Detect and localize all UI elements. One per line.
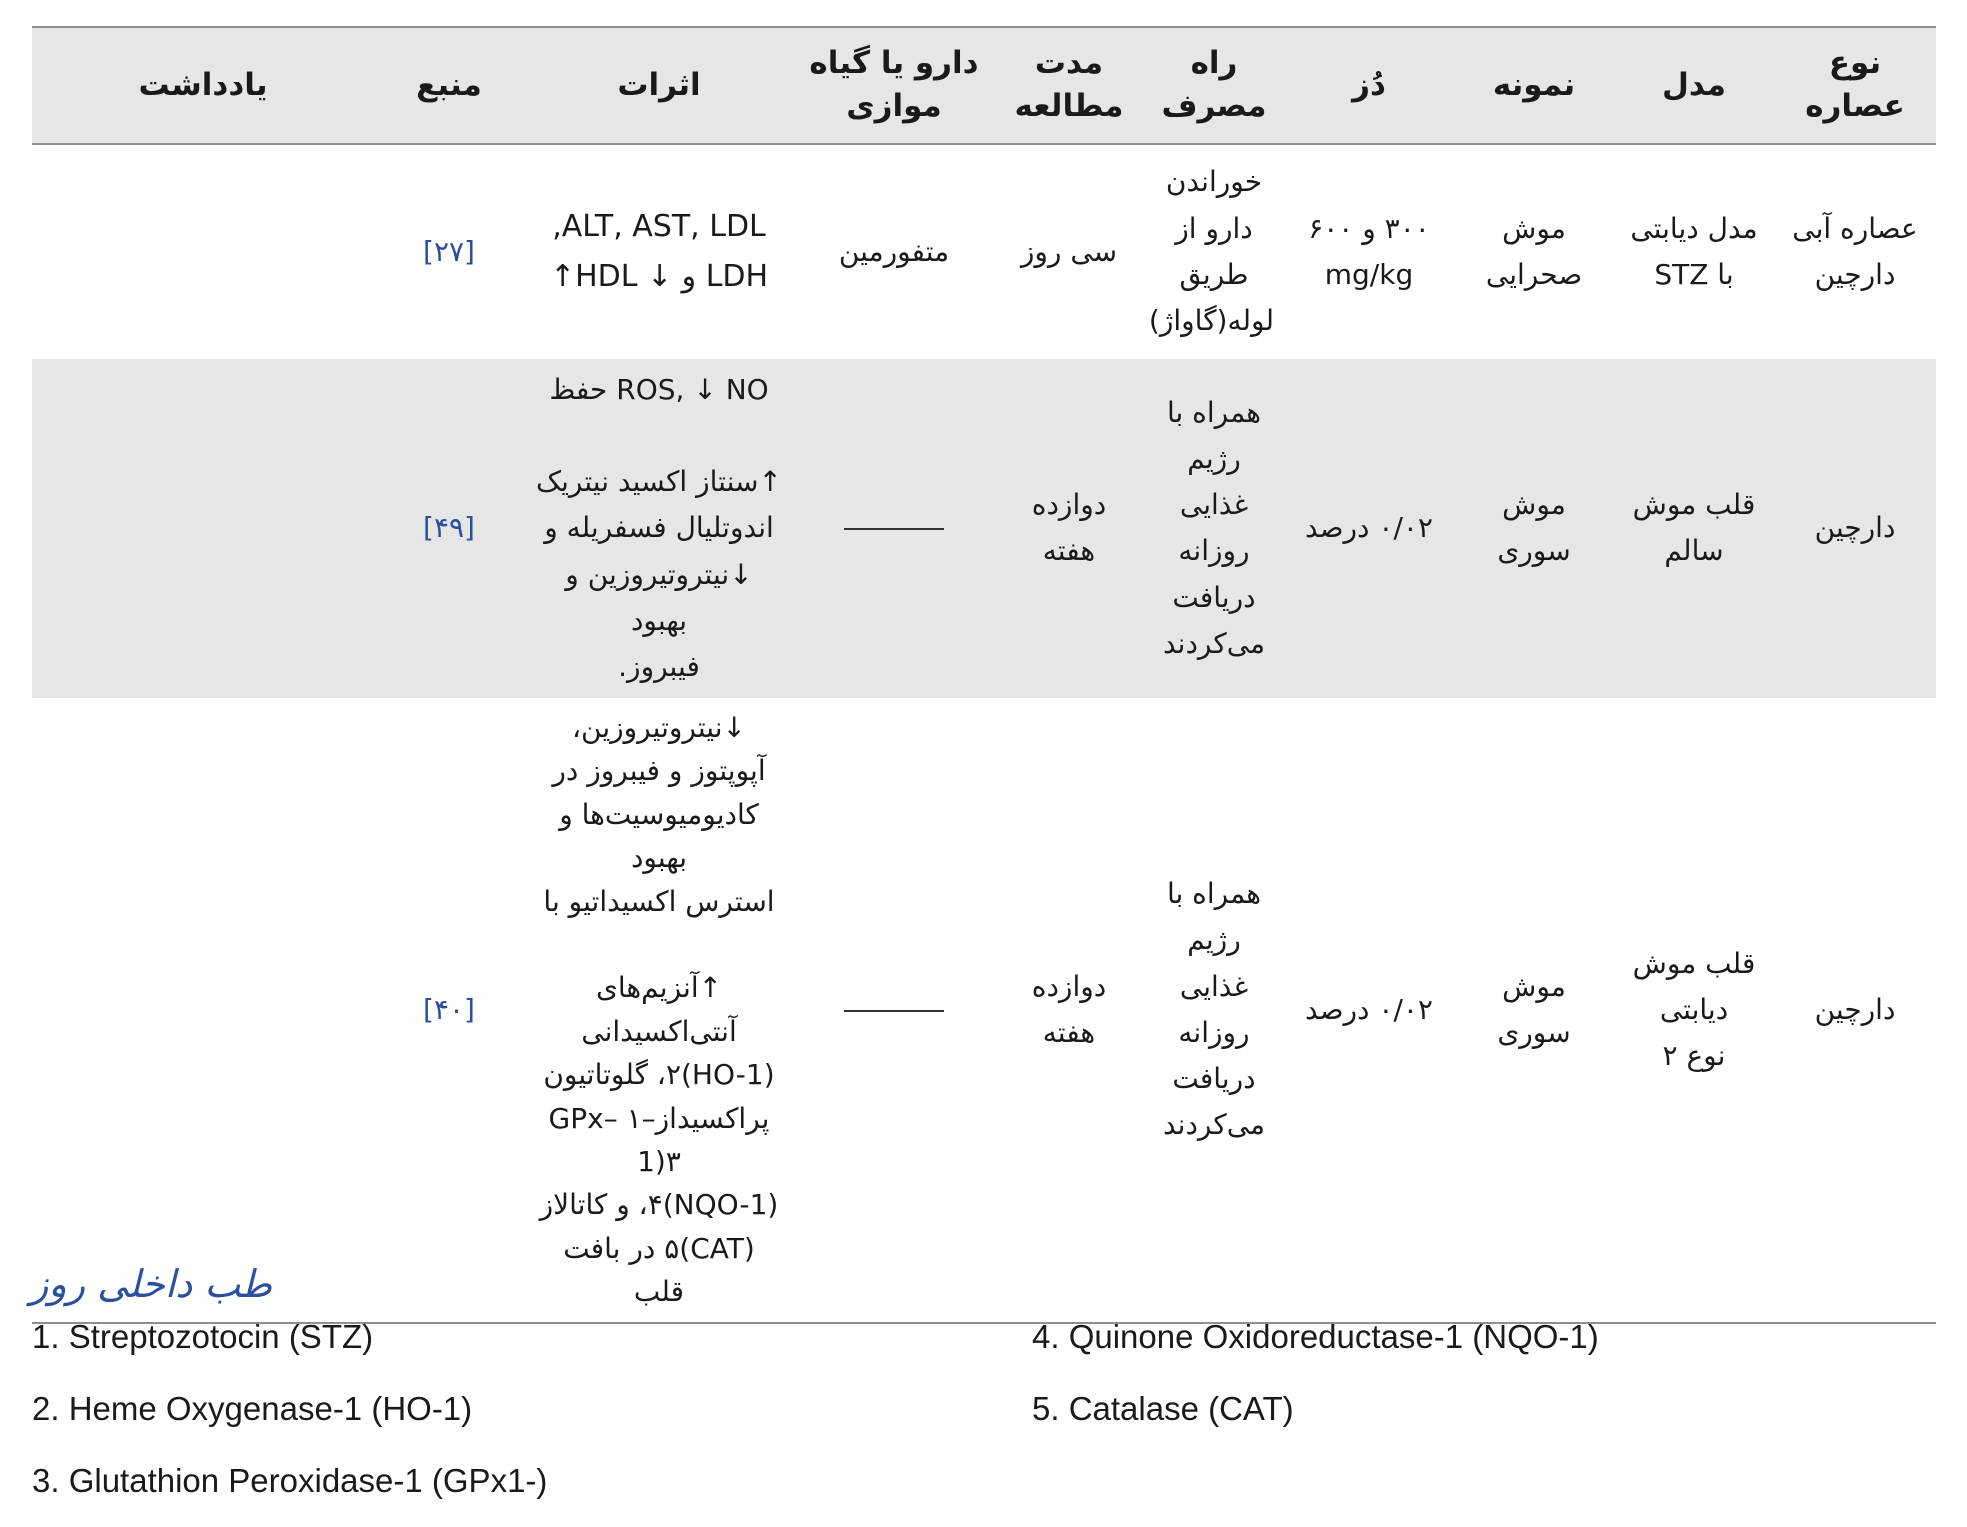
cell-dose: ۳۰۰ و ۶۰۰ mg/kg <box>1308 211 1430 291</box>
footnotes <box>32 1318 1936 1518</box>
journal-logo: طب داخلی روز <box>30 1262 272 1306</box>
header-dose: دُز <box>1284 27 1454 144</box>
header-effects: اثرات <box>524 27 794 144</box>
cell-route: خوراندن دارو از طریق لوله(گاواژ) <box>1148 165 1274 337</box>
header-model: مدل <box>1614 27 1774 144</box>
footnote-item: 2. Heme Oxygenase-1 (HO-1) <box>32 1390 473 1427</box>
cell-effects: ROS, ↓ NO حفظ ↑سنتاز اکسید نیتریک اندوتلیال فسفریله و ↓نیتروتیروزین و بهبود فیبروز. <box>536 372 782 683</box>
cell-parallel-drug <box>794 698 994 1322</box>
header-route: راه مصرف <box>1144 27 1284 144</box>
cell-duration: دوازده هفته <box>1031 488 1107 568</box>
cell-note <box>32 359 374 698</box>
cell-model: قلب موش دیابتی نوع ۲ <box>1614 698 1774 1322</box>
footnote-item: 3. Glutathion Peroxidase-1 (GPx1-) <box>32 1462 548 1499</box>
cell-extract: دارچین <box>1814 511 1896 545</box>
footnote-item: 1. Streptozotocin (STZ) <box>32 1318 374 1355</box>
cell-dose: ۰/۰۲ درصد <box>1284 698 1454 1322</box>
cell-extract: دارچین <box>1774 698 1936 1322</box>
cell-dose: ۰/۰۲ درصد <box>1305 511 1433 545</box>
cell-sample: موش سوری <box>1497 488 1571 568</box>
cell-route: همراه با رژیم غذایی روزانه دریافت می‌کردند <box>1144 698 1284 1322</box>
cell-extract: عصاره آبی دارچین <box>1792 211 1918 291</box>
data-table <box>32 26 1936 1324</box>
footnote-item: 5. Catalase (CAT) <box>1032 1390 1294 1427</box>
header-duration: مدت مطالعه <box>994 27 1144 144</box>
cell-model: مدل دیابتی با STZ <box>1630 211 1758 291</box>
cell-parallel-drug: متفورمین <box>838 234 950 268</box>
header-reference: منبع <box>374 27 524 144</box>
cell-note <box>32 698 374 1322</box>
table-row <box>32 698 1936 1322</box>
header-parallel-drug: دارو یا گیاه موازی <box>794 27 994 144</box>
header-note: یادداشت <box>32 27 374 144</box>
cell-sample: موش سوری <box>1454 698 1614 1322</box>
cell-effects: ALT, AST, LDL, LDH و ↓ HDL↑ <box>549 209 769 294</box>
empty-dash <box>844 528 944 530</box>
cell-effects: ↓نیتروتیروزین، آپوپتوز و فیبروز در کادیومیوسیت‌ها و بهبود استرس اکسیداتیو با ↑آنزیم‌های آنتی‌اکسیدانی (HO-1)۲، گلوتاتیون پراکسیداز–۱ GPx–1)۳ (NQO-1)۴، و کاتالاز (CAT)۵ در بافت قلب <box>524 698 794 1322</box>
reference-link[interactable]: [۴۰] <box>374 698 524 1322</box>
header-extract-type: نوع عصاره <box>1774 27 1936 144</box>
table-header-row <box>32 27 1936 144</box>
table-row <box>32 144 1936 359</box>
footnote-item: 4. Quinone Oxidoreductase-1 (NQO-1) <box>1032 1318 1599 1355</box>
cell-note <box>32 144 374 359</box>
data-table-container <box>32 26 1936 1324</box>
cell-model: قلب موش سالم <box>1632 488 1756 568</box>
empty-dash <box>844 1010 944 1012</box>
table-row <box>32 359 1936 698</box>
reference-link[interactable]: [۲۷] <box>423 234 475 268</box>
cell-parallel-drug <box>794 359 994 698</box>
header-sample: نمونه <box>1454 27 1614 144</box>
reference-link[interactable]: [۴۹] <box>423 511 475 545</box>
cell-sample: موش صحرایی <box>1485 211 1583 291</box>
cell-duration: سی روز <box>1020 234 1118 268</box>
cell-duration: دوازده هفته <box>994 698 1144 1322</box>
cell-route: همراه با رژیم غذایی روزانه دریافت می‌کردند <box>1162 395 1266 660</box>
